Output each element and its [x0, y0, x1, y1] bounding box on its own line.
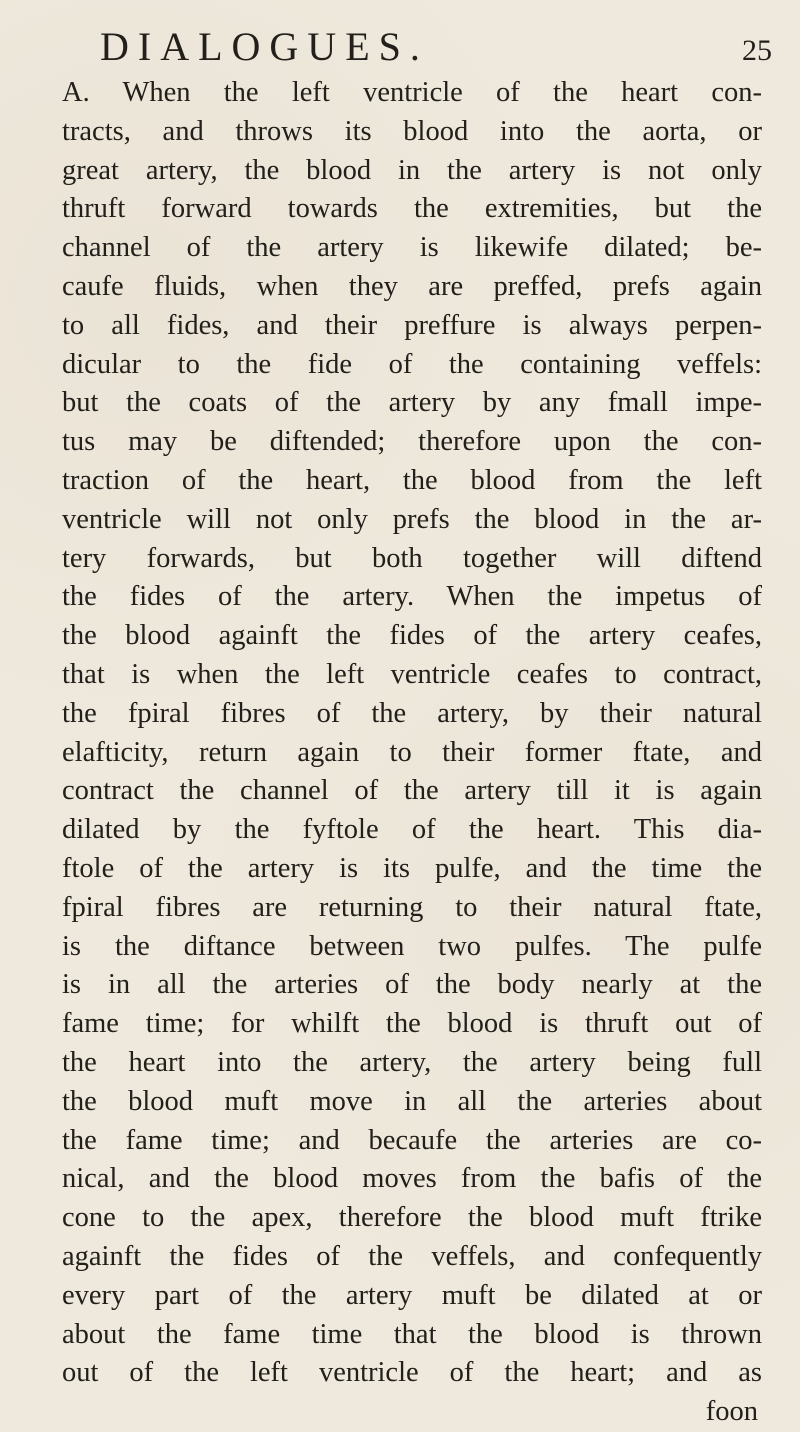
running-head: [0, 22, 800, 72]
catchword: foon: [705, 1396, 758, 1428]
text-line: channel of the artery is likewife dilated; be-: [62, 232, 762, 264]
text-line: the heart into the artery, the artery being full: [62, 1046, 762, 1078]
text-line: dicular to the fide of the containing veffels:: [62, 348, 762, 380]
text-line: nical, and the blood moves from the bafis of the: [62, 1163, 762, 1195]
page-number: 25: [742, 34, 772, 67]
text-line: but the coats of the artery by any fmall impe-: [62, 387, 762, 419]
text-line: dilated by the fyftole of the heart. This dia-: [62, 814, 762, 846]
text-line: A. When the left ventricle of the heart con-: [62, 77, 762, 108]
text-line: the blood muft move in all the arteries about: [62, 1085, 762, 1117]
text-line: out of the left ventricle of the heart; and as: [62, 1357, 762, 1389]
text-line: caufe fluids, when they are preffed, prefs again: [62, 270, 762, 302]
text-line: contract the channel of the artery till it is again: [62, 775, 762, 807]
text-line: about the fame time that the blood is thrown: [62, 1318, 762, 1350]
text-line: tus may be diftended; therefore upon the con-: [62, 426, 762, 458]
text-line: traction of the heart, the blood from the left: [62, 464, 762, 496]
text-line: the fpiral fibres of the artery, by their natural: [62, 697, 762, 729]
text-line: fame time; for whilft the blood is thruft out of: [62, 1008, 762, 1040]
text-line: ftole of the artery is its pulfe, and the time the: [62, 852, 762, 884]
text-line: is the diftance between two pulfes. The pulfe: [62, 930, 762, 962]
text-line: great artery, the blood in the artery is not only: [62, 154, 762, 186]
text-line: that is when the left ventricle ceafes to contract,: [62, 658, 762, 690]
text-line: is in all the arteries of the body nearly at the: [62, 969, 762, 1001]
text-line: thruft forward towards the extremities, but the: [62, 193, 762, 225]
text-line: to all fides, and their preffure is always perpen-: [62, 309, 762, 341]
running-title: DIALOGUES.: [100, 24, 429, 69]
text-line: elafticity, return again to their former ftate, and: [62, 736, 762, 768]
text-line: the fides of the artery. When the impetus of: [62, 581, 762, 613]
body-text: [62, 74, 762, 1432]
text-line: every part of the artery muft be dilated at or: [62, 1279, 762, 1311]
text-line: the fame time; and becaufe the arteries are co-: [62, 1124, 762, 1156]
text-line: tracts, and throws its blood into the aorta, or: [62, 115, 762, 147]
text-line: cone to the apex, therefore the blood muft ftrike: [62, 1202, 762, 1234]
text-line: ventricle will not only prefs the blood in the ar-: [62, 503, 762, 535]
text-line: againft the fides of the veffels, and confequently: [62, 1240, 762, 1272]
text-line: the blood againft the fides of the artery ceafes,: [62, 620, 762, 652]
text-line: tery forwards, but both together will diftend: [62, 542, 762, 574]
text-line: fpiral fibres are returning to their natural ftate,: [62, 891, 762, 923]
